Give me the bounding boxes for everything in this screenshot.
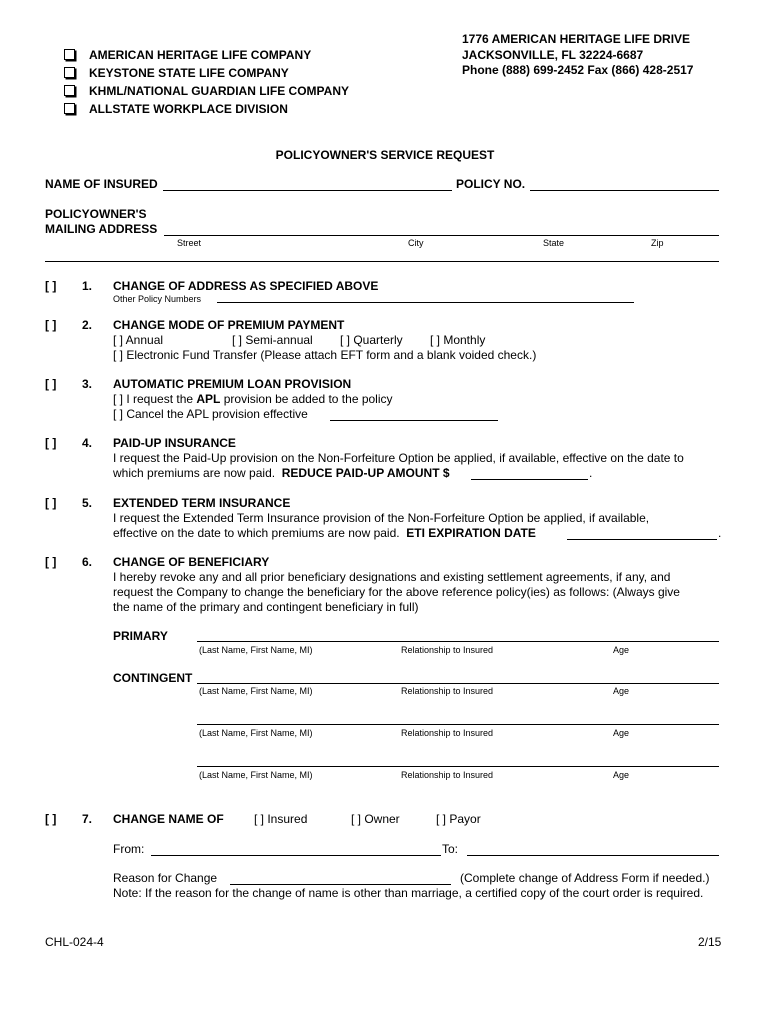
s3-heading: AUTOMATIC PREMIUM LOAN PROVISION: [113, 377, 352, 391]
s7-number: 7.: [82, 812, 93, 826]
col-name-label: (Last Name, First Name, MI): [199, 645, 313, 655]
address-line-2: JACKSONVILLE, FL 32224-6687: [462, 48, 644, 62]
s4-period: .: [589, 466, 593, 480]
s5-heading: EXTENDED TERM INSURANCE: [113, 496, 291, 510]
city-label: City: [408, 238, 424, 248]
s6-checkbox[interactable]: [ ]: [45, 555, 57, 569]
s4-checkbox[interactable]: [ ]: [45, 436, 57, 450]
s1-heading: CHANGE OF ADDRESS AS SPECIFIED ABOVE: [113, 279, 379, 293]
col-age-label: Age: [613, 645, 630, 655]
s5-text-1: I request the Extended Term Insurance provision of the Non-Forfeiture Option be applied, if available,: [113, 511, 650, 525]
col-name-label: (Last Name, First Name, MI): [199, 728, 313, 738]
primary-label: PRIMARY: [113, 629, 168, 643]
col-name-label: (Last Name, First Name, MI): [199, 770, 313, 780]
company-option[interactable]: [64, 48, 311, 62]
col-age-label: Age: [613, 728, 630, 738]
contingent-beneficiary-field[interactable]: [197, 683, 719, 684]
name-change-owner[interactable]: [ ] Owner: [351, 812, 400, 826]
col-age-label: Age: [613, 770, 630, 780]
other-policy-label: Other Policy Numbers: [113, 294, 202, 304]
checkbox-icon[interactable]: [64, 85, 75, 96]
name-change-payor[interactable]: [ ] Payor: [436, 812, 481, 826]
policy-no-label: POLICY NO.: [456, 177, 526, 191]
apl-add-text-3: provision be added to the policy: [220, 392, 393, 406]
policy-no-field[interactable]: [530, 190, 719, 191]
from-label: From:: [113, 842, 145, 856]
company-option[interactable]: [64, 102, 288, 116]
company-label: ALLSTATE WORKPLACE DIVISION: [89, 102, 288, 116]
s6-text-1: I hereby revoke any and all prior beneficiary designations and existing settlement agreements, if any, and: [113, 570, 671, 584]
s4-number: 4.: [82, 436, 93, 450]
s5-number: 5.: [82, 496, 93, 510]
apl-add-text-1: [ ] I request the: [113, 392, 197, 406]
col-age-label: Age: [613, 686, 630, 696]
zip-label: Zip: [651, 238, 664, 248]
reason-label: Reason for Change: [113, 871, 218, 885]
s6-text-3: the name of the primary and contingent beneficiary in full): [113, 600, 419, 614]
s5-period: .: [718, 526, 722, 540]
street-label: Street: [177, 238, 202, 248]
mailing-address-line-2[interactable]: [45, 261, 719, 262]
col-relationship-label: Relationship to Insured: [401, 686, 494, 696]
s4-text-2: [113, 466, 450, 480]
primary-beneficiary-field[interactable]: [197, 641, 719, 642]
eti-expiration-date-field[interactable]: [567, 539, 717, 540]
s1-checkbox[interactable]: [ ]: [45, 279, 57, 293]
contingent-beneficiary-field-3[interactable]: [197, 766, 719, 767]
address-line-1: 1776 AMERICAN HERITAGE LIFE DRIVE: [462, 32, 691, 46]
s4-heading: PAID-UP INSURANCE: [113, 436, 236, 450]
form-id: CHL-024-4: [45, 935, 104, 949]
name-change-note: Note: If the reason for the change of name is other than marriage, a certified copy of the court order is required.: [113, 886, 704, 900]
from-field[interactable]: [151, 855, 441, 856]
mailing-label-2: MAILING ADDRESS: [45, 222, 158, 236]
company-label: KHML/NATIONAL GUARDIAN LIFE COMPANY: [89, 84, 349, 98]
s1-number: 1.: [82, 279, 93, 293]
apl-add-text-2: APL: [196, 392, 221, 406]
name-of-insured-field[interactable]: [163, 190, 452, 191]
s7-checkbox[interactable]: [ ]: [45, 812, 57, 826]
mode-semi-annual[interactable]: [ ] Semi-annual: [232, 333, 313, 347]
apl-cancel-option[interactable]: [ ] Cancel the APL provision effective: [113, 407, 308, 421]
eti-expiration-label: ETI EXPIRATION DATE: [406, 526, 536, 540]
s3-number: 3.: [82, 377, 93, 391]
mode-eft[interactable]: [ ] Electronic Fund Transfer (Please attach EFT form and a blank voided check.): [113, 348, 537, 362]
checkbox-icon[interactable]: [64, 103, 75, 114]
checkbox-icon[interactable]: [64, 67, 75, 78]
company-label: AMERICAN HERITAGE LIFE COMPANY: [89, 48, 312, 62]
s5-text-2: [113, 526, 536, 540]
mode-annual[interactable]: [ ] Annual: [113, 333, 164, 347]
s5-text-2a: effective on the date to which premiums are now paid.: [113, 526, 400, 540]
s7-heading: CHANGE NAME OF: [113, 812, 224, 826]
checkbox-icon[interactable]: [64, 49, 75, 60]
name-change-insured[interactable]: [ ] Insured: [254, 812, 308, 826]
form-date: 2/15: [698, 935, 722, 949]
s6-text-2: request the Company to change the beneficiary for the above reference policy(ies) as follows: (Always give: [113, 585, 680, 599]
s6-number: 6.: [82, 555, 93, 569]
company-label: KEYSTONE STATE LIFE COMPANY: [89, 66, 289, 80]
other-policy-field[interactable]: [217, 302, 634, 303]
s2-checkbox[interactable]: [ ]: [45, 318, 57, 332]
name-of-insured-label: NAME OF INSURED: [45, 177, 158, 191]
company-option[interactable]: [64, 66, 289, 80]
phone-fax: Phone (888) 699-2452 Fax (866) 428-2517: [462, 63, 694, 77]
apl-cancel-date-field[interactable]: [330, 420, 498, 421]
reason-field[interactable]: [230, 884, 451, 885]
reason-note: (Complete change of Address Form if needed.): [460, 871, 710, 885]
mailing-label-1: POLICYOWNER'S: [45, 207, 147, 221]
company-option[interactable]: [64, 84, 349, 98]
to-field[interactable]: [467, 855, 719, 856]
s5-checkbox[interactable]: [ ]: [45, 496, 57, 510]
contingent-beneficiary-field-2[interactable]: [197, 724, 719, 725]
page-title: POLICYOWNER'S SERVICE REQUEST: [275, 148, 495, 162]
mode-monthly[interactable]: [ ] Monthly: [430, 333, 486, 347]
mode-quarterly[interactable]: [ ] Quarterly: [340, 333, 403, 347]
s4-text-2a: which premiums are now paid.: [113, 466, 276, 480]
state-label: State: [543, 238, 565, 248]
contingent-label: CONTINGENT: [113, 671, 193, 685]
s4-text-1: I request the Paid-Up provision on the Non-Forfeiture Option be applied, if available, effective on the date to: [113, 451, 684, 465]
col-relationship-label: Relationship to Insured: [401, 770, 494, 780]
to-label: To:: [442, 842, 459, 856]
col-relationship-label: Relationship to Insured: [401, 728, 494, 738]
reduce-paid-up-label: REDUCE PAID-UP AMOUNT $: [281, 466, 450, 480]
apl-add-option[interactable]: [113, 392, 393, 406]
mailing-address-field[interactable]: [164, 235, 719, 236]
s2-number: 2.: [82, 318, 93, 332]
s6-heading: CHANGE OF BENEFICIARY: [113, 555, 270, 569]
s3-checkbox[interactable]: [ ]: [45, 377, 57, 391]
s2-heading: CHANGE MODE OF PREMIUM PAYMENT: [113, 318, 345, 332]
reduce-paid-up-amount-field[interactable]: [471, 479, 588, 480]
col-relationship-label: Relationship to Insured: [401, 645, 494, 655]
col-name-label: (Last Name, First Name, MI): [199, 686, 313, 696]
